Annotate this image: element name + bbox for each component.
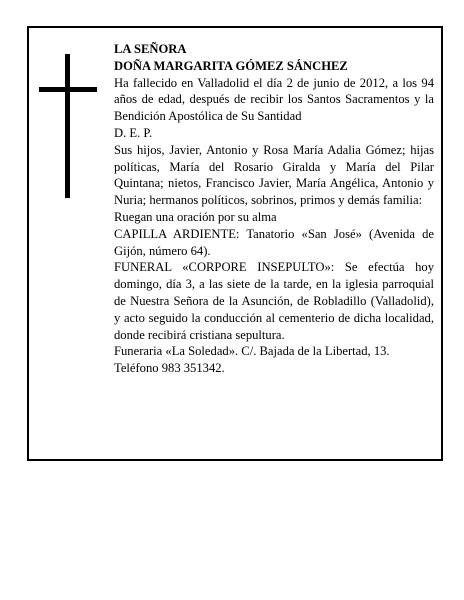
death-announcement: Ha fallecido en Valladolid el día 2 de junio de 2012, a los 94 años de edad, después de recibir los Santos Sacramentos y la Bendición Apostólica de Su Santidad: [114, 75, 434, 124]
funeral-home-info: Funeraria «La Soledad». C/. Bajada de la Libertad, 13. Teléfono 983 351342.: [114, 344, 390, 376]
chapel-info: CAPILLA ARDIENTE: Tanatorio «San José» (Avenida de Gijón, número 64).: [114, 226, 434, 258]
family-announcement: Sus hijos, Javier, Antonio y Rosa María Adalia Gómez; hijas políticas, María del Rosario Giralda y María del Pilar Quintana; nietos, Francisco Javier, María Angélica, Antonio y Nuria; hermanos políticos, sobrinos, primos y demás familia:: [114, 142, 434, 208]
prayer-request: Ruegan una oración por su alma: [114, 209, 277, 224]
funeral-info: FUNERAL «CORPORE INSEPULTO»: Se efectúa hoy domingo, día 3, a las siete de la tarde, en la iglesia parroquial de Nuestra Señora de la Asunción, de Robladillo (Valladolid), y acto seguido la conducción al cementerio de dicha localidad, donde recibirá cristiana sepultura.: [114, 260, 434, 342]
cross-vertical-bar: [65, 54, 70, 198]
cross-icon: [39, 54, 97, 198]
obituary-text: [114, 41, 434, 377]
deceased-name: DOÑA MARGARITA GÓMEZ SÁNCHEZ: [114, 58, 348, 73]
dep-line: D. E. P.: [114, 125, 153, 140]
cross-horizontal-bar: [39, 87, 97, 92]
title-line: LA SEÑORA: [114, 42, 187, 56]
